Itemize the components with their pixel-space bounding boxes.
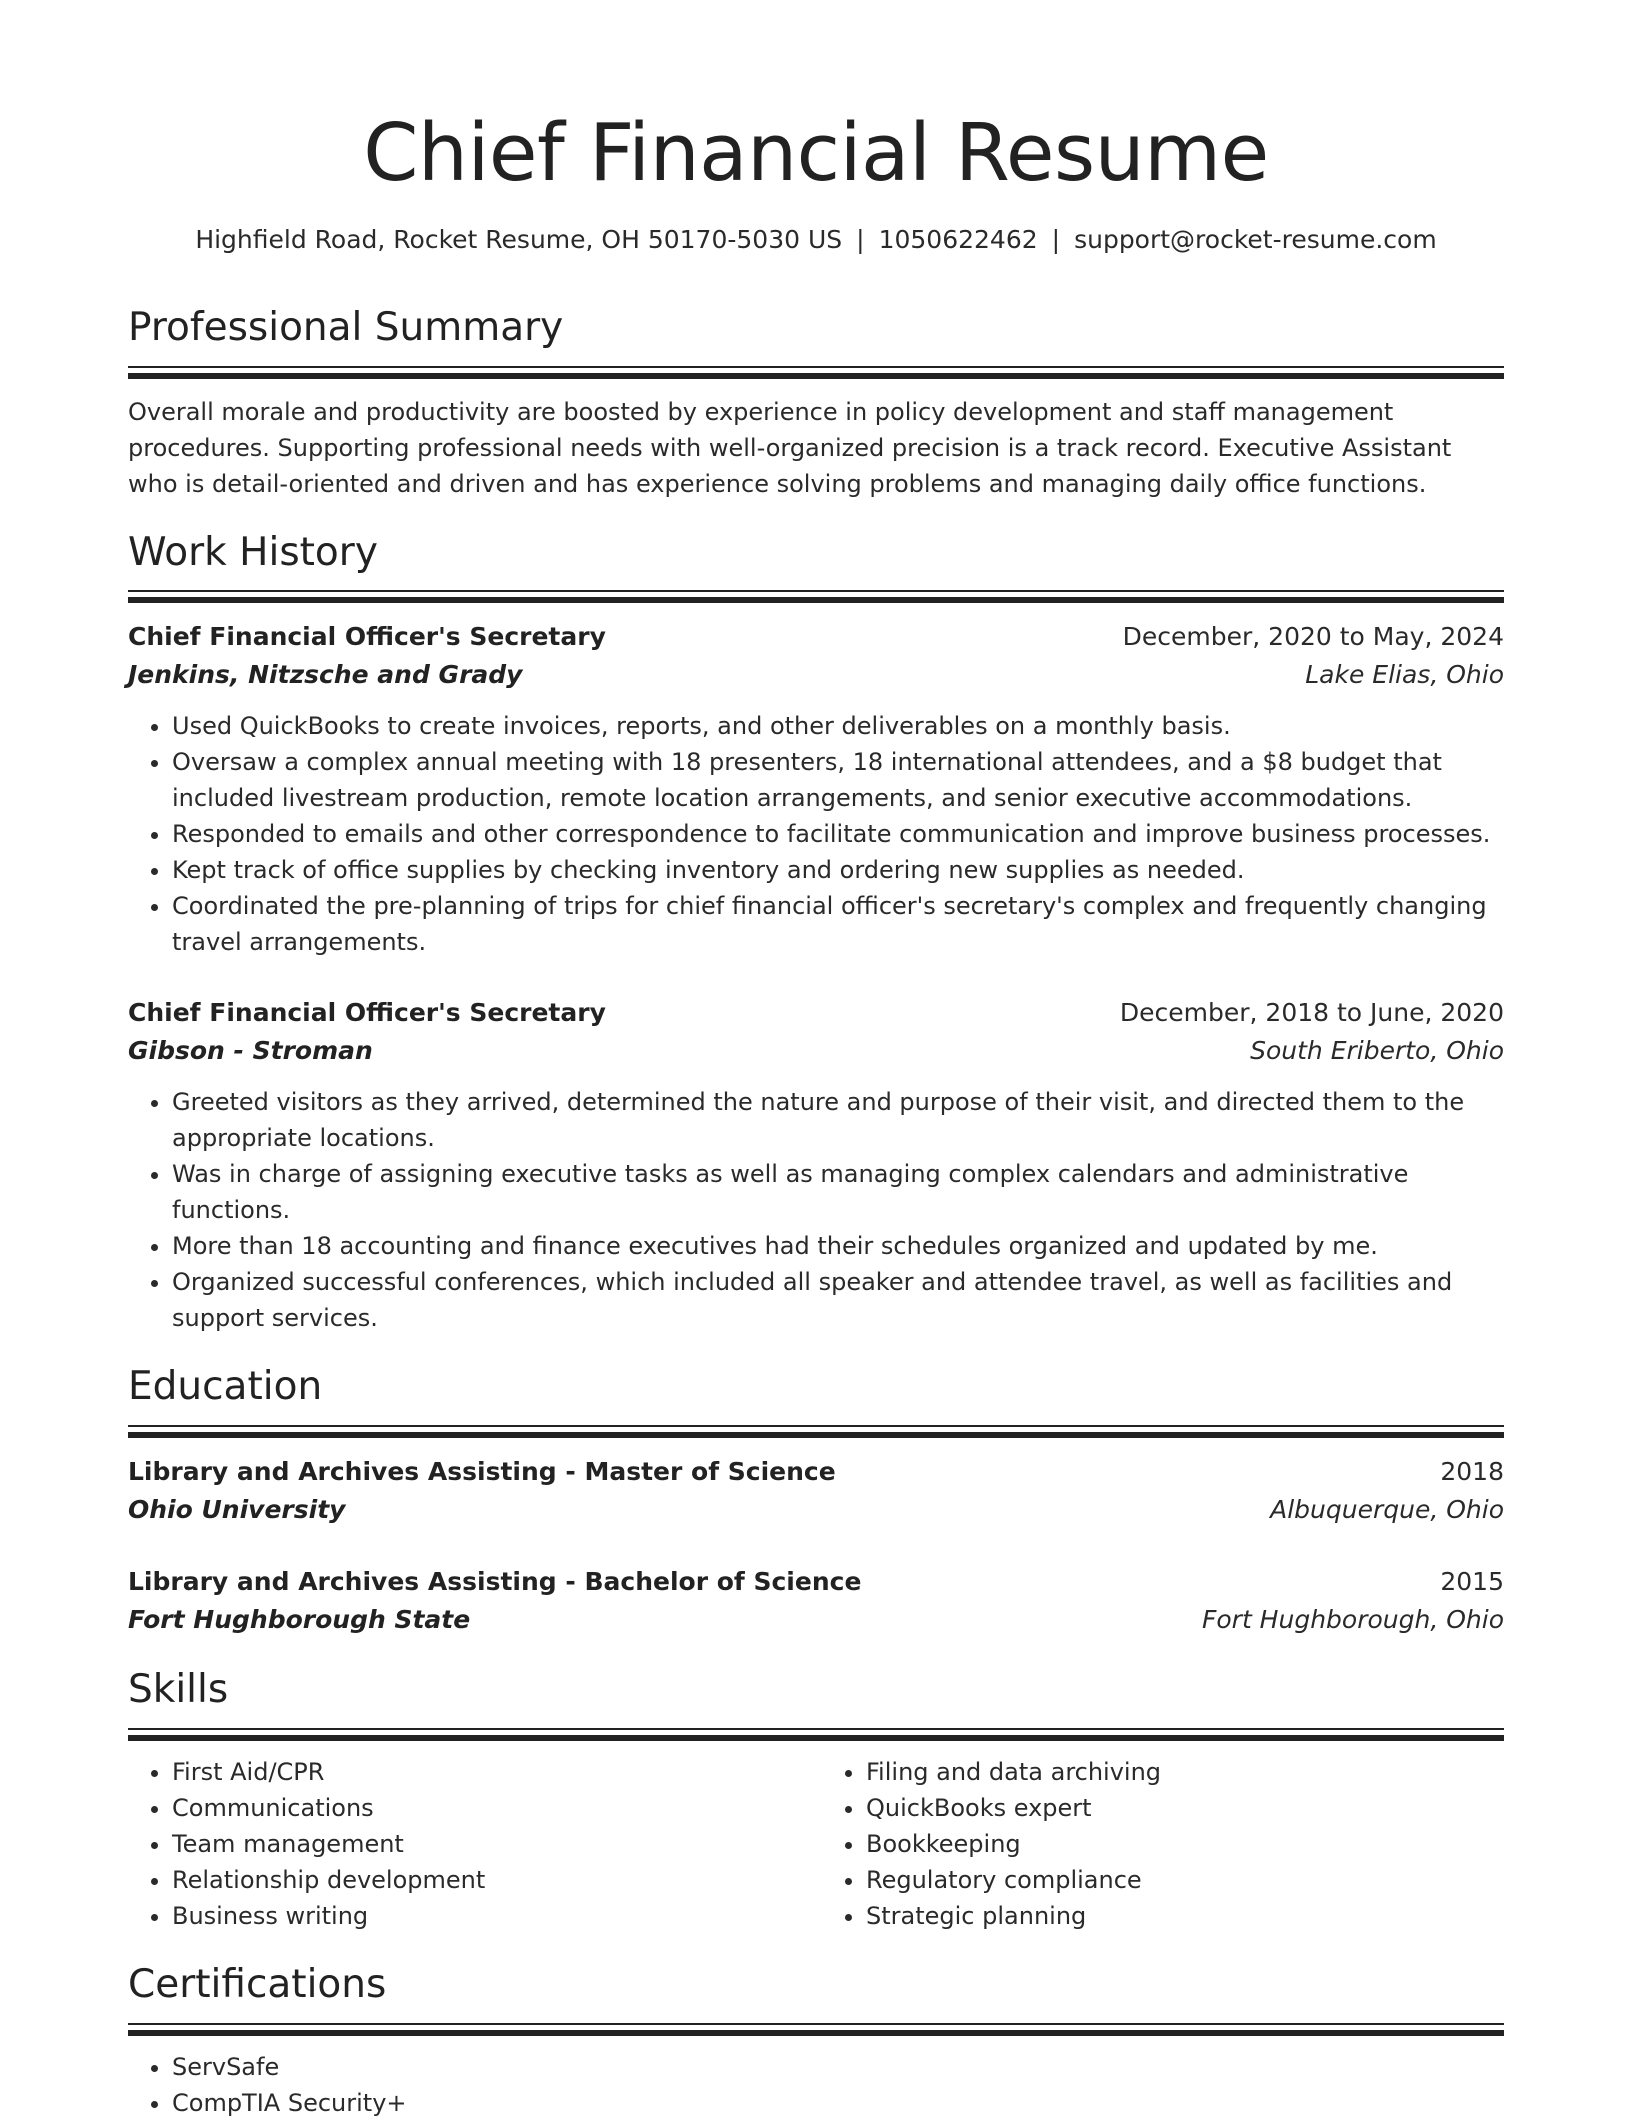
job-header — [128, 994, 1504, 1032]
contact-email[interactable]: support@rocket-resume.com — [1074, 224, 1437, 254]
job-location: South Eriberto, Ohio — [1250, 1036, 1504, 1066]
skills-columns — [128, 1754, 1504, 1934]
education-header — [128, 1453, 1504, 1491]
contact-separator: | — [1051, 224, 1061, 254]
job-bullet: • Coordinated the pre-planning of trips for chief financial officer's secretary's complex and frequently changing travel arrangements. — [172, 888, 1504, 960]
education-school-row — [128, 1601, 1504, 1639]
skills-section — [128, 1667, 1504, 1934]
job-company: Gibson - Stroman — [128, 1036, 373, 1066]
education-location: Albuquerque, Ohio — [1270, 1495, 1504, 1525]
job-bullet: • Used QuickBooks to create invoices, reports, and other deliverables on a monthly basis. — [172, 708, 1504, 744]
job-header — [128, 618, 1504, 656]
education-section — [128, 1364, 1504, 1639]
certifications-list — [128, 2049, 1504, 2121]
job-bullet: • Greeted visitors as they arrived, determined the nature and purpose of their visit, and directed them to the appropriate locations. — [172, 1084, 1504, 1156]
job-location: Lake Elias, Ohio — [1305, 660, 1504, 690]
section-title: Certifications — [128, 1962, 387, 2008]
job-company-row — [128, 1032, 1504, 1070]
skill-item: • Bookkeeping — [866, 1826, 1504, 1862]
contact-line — [128, 225, 1504, 255]
job-bullet: • Oversaw a complex annual meeting with 18 presenters, 18 international attendees, and a $8 budget that included livestream production, remote location arrangements, and senior executive accommodations. — [172, 744, 1504, 816]
education-header — [128, 1563, 1504, 1601]
section-divider — [128, 1728, 1504, 1740]
section-divider — [128, 1425, 1504, 1437]
job-bullet: • More than 18 accounting and finance executives had their schedules organized and updated by me. — [172, 1228, 1504, 1264]
job-entry — [128, 618, 1504, 960]
resume-page — [128, 107, 1504, 2121]
skill-item: • Team management — [172, 1826, 816, 1862]
education-entry — [128, 1563, 1504, 1639]
skill-item: • Regulatory compliance — [866, 1862, 1504, 1898]
education-school: Fort Hughborough State — [128, 1605, 471, 1635]
job-company-row — [128, 656, 1504, 694]
job-bullet: • Organized successful conferences, which included all speaker and attendee travel, as well as facilities and support services. — [172, 1264, 1504, 1336]
contact-separator: | — [856, 224, 865, 254]
education-year: 2018 — [1440, 1457, 1504, 1487]
education-degree: Library and Archives Assisting - Master of Science — [128, 1457, 836, 1487]
summary-text: Overall morale and productivity are boosted by experience in policy development and staff management procedures. Supporting professional needs with well-organized precision is a track record. Executive Assistant who is detail-oriented and driven and has experience solving problems and managing daily office functions. — [128, 397, 1452, 498]
contact-phone: 1050622462 — [878, 224, 1038, 254]
section-divider — [128, 366, 1504, 378]
contact-address: Highfield Road, Rocket Resume, OH 50170-5030 US — [195, 224, 843, 254]
resume-title: Chief Financial Resume — [363, 107, 1269, 199]
skill-item: • First Aid/CPR — [172, 1754, 816, 1790]
skill-item: • QuickBooks expert — [866, 1790, 1504, 1826]
skills-list-right — [816, 1754, 1504, 1934]
work-history-section — [128, 530, 1504, 1337]
job-title: Chief Financial Officer's Secretary — [128, 622, 606, 652]
skill-item: • Communications — [172, 1790, 816, 1826]
job-dates: December, 2018 to June, 2020 — [1119, 998, 1504, 1028]
job-bullet: • Was in charge of assigning executive tasks as well as managing complex calendars and administrative functions. — [172, 1156, 1504, 1228]
certifications-section — [128, 1962, 1504, 2121]
skills-list-left — [128, 1754, 816, 1934]
section-divider — [128, 590, 1504, 602]
education-year: 2015 — [1440, 1567, 1504, 1597]
job-bullet: • Kept track of office supplies by checking inventory and ordering new supplies as needed. — [172, 852, 1504, 888]
skill-item: • Filing and data archiving — [866, 1754, 1504, 1790]
job-company: Jenkins, Nitzsche and Grady — [128, 660, 523, 690]
certification-item: • CompTIA Security+ — [172, 2085, 1504, 2121]
job-title: Chief Financial Officer's Secretary — [128, 998, 606, 1028]
section-title: Education — [128, 1364, 323, 1410]
skill-item: • Strategic planning — [866, 1898, 1504, 1934]
section-title: Work History — [128, 529, 378, 575]
skill-item: • Business writing — [172, 1898, 816, 1934]
education-entry — [128, 1453, 1504, 1529]
education-degree: Library and Archives Assisting - Bachelor of Science — [128, 1567, 862, 1597]
education-school-row — [128, 1491, 1504, 1529]
skill-item: • Relationship development — [172, 1862, 816, 1898]
section-title: Skills — [128, 1667, 229, 1713]
job-entry — [128, 994, 1504, 1336]
job-bullet: • Responded to emails and other correspondence to facilitate communication and improve business processes. — [172, 816, 1504, 852]
section-title: Professional Summary — [128, 304, 564, 350]
summary-section — [128, 305, 1504, 502]
job-dates: December, 2020 to May, 2024 — [1122, 622, 1504, 652]
job-bullets — [128, 1084, 1504, 1336]
job-bullets — [128, 708, 1504, 960]
certification-item: • ServSafe — [172, 2049, 1504, 2085]
section-divider — [128, 2023, 1504, 2035]
education-location: Fort Hughborough, Ohio — [1201, 1605, 1504, 1635]
education-school: Ohio University — [128, 1495, 346, 1525]
